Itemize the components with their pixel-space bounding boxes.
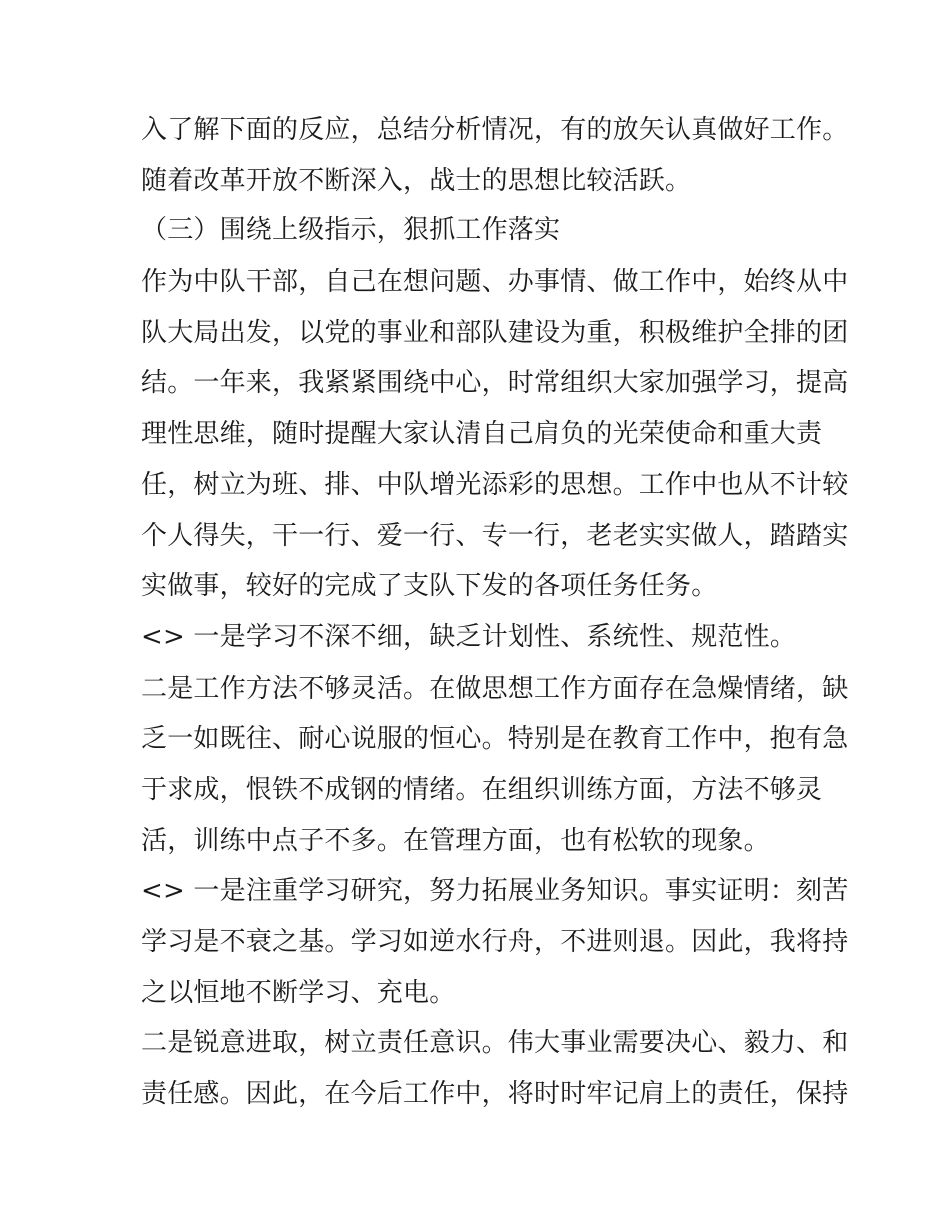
body-text-line: 责任感。因此，在今后工作中，将时时牢记肩上的责任，保持 <box>141 1079 849 1109</box>
body-text-line: 学习是不衰之基。学习如逆水行舟，不进则退。因此，我将持 <box>141 927 849 957</box>
body-text-line: 作为中队干部，自己在想问题、办事情、做工作中，始终从中 <box>141 267 849 297</box>
body-text-line: 于求成，恨铁不成钢的情绪。在组织训练方面，方法不够灵 <box>141 775 823 805</box>
body-text-line: 个人得失，干一行、爱一行、专一行，老老实实做人，踏踏实 <box>141 521 849 551</box>
body-text-line: 任，树立为班、排、中队增光添彩的思想。工作中也从不计较 <box>141 470 849 500</box>
body-text-line: 二是锐意进取，树立责任意识。伟大事业需要决心、毅力、和 <box>141 1028 849 1058</box>
body-text-line: 入了解下面的反应，总结分析情况，有的放矢认真做好工作。 <box>141 115 849 145</box>
body-text-line: 结。一年来，我紧紧围绕中心，时常组织大家加强学习，提高 <box>141 368 849 398</box>
body-text-line: 队大局出发，以党的事业和部队建设为重，积极维护全排的团 <box>141 318 849 348</box>
body-text-line: 实做事，较好的完成了支队下发的各项任务任务。 <box>141 571 718 601</box>
body-text-line: <> 一是注重学习研究，努力拓展业务知识。事实证明：刻苦 <box>141 876 849 906</box>
body-text-line: 活，训练中点子不多。在管理方面，也有松软的现象。 <box>141 826 770 856</box>
body-text-line: 随着改革开放不断深入，战士的思想比较活跃。 <box>141 166 692 196</box>
section-heading: （三）围绕上级指示，狠抓工作落实 <box>141 215 561 245</box>
body-text-line: 乏一如既往、耐心说服的恒心。特别是在教育工作中，抱有急 <box>141 724 849 754</box>
body-text-line: 理性思维，随时提醒大家认清自己肩负的光荣使命和重大责 <box>141 419 823 449</box>
body-text-line: <> 一是学习不深不细，缺乏计划性、系统性、规范性。 <box>141 622 797 652</box>
body-text-line: 二是工作方法不够灵活。在做思想工作方面存在急燥情绪，缺 <box>141 674 849 704</box>
body-text-line: 之以恒地不断学习、充电。 <box>141 978 456 1008</box>
